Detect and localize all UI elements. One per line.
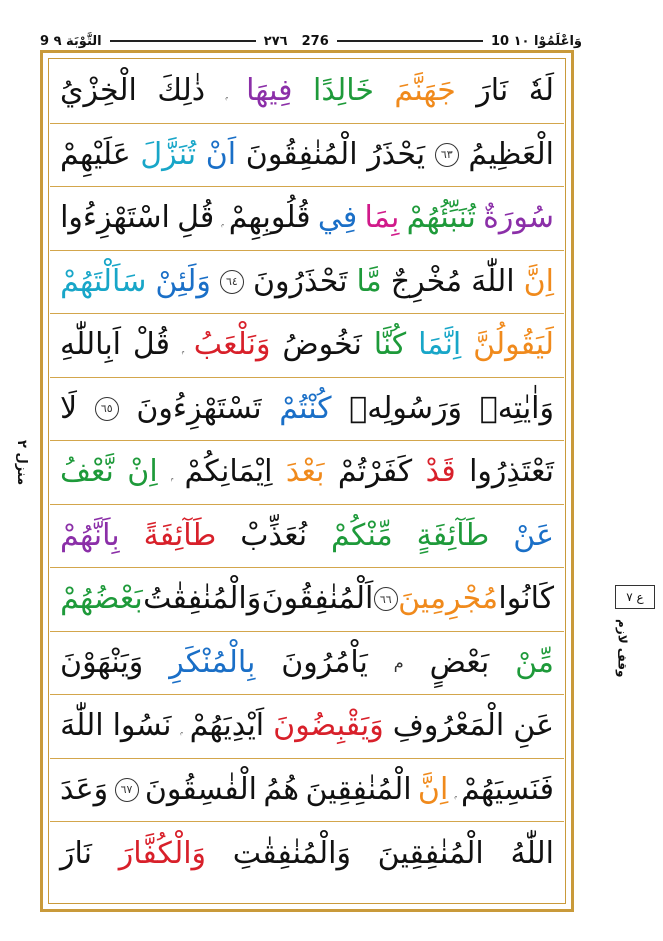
word: كَانُوا bbox=[498, 581, 554, 617]
word: نُعَذِّبْ bbox=[240, 517, 308, 553]
word: الْمُنٰفِقُونَ bbox=[245, 136, 358, 172]
word: بَعْضُهُمْ bbox=[60, 581, 143, 617]
word: وَالْكُفَّارَ bbox=[118, 835, 207, 871]
word: الْمَعْرُوفِ bbox=[392, 708, 505, 744]
word: يَاْمُرُونَ bbox=[281, 644, 368, 680]
header-juz-name: 10 وَاعْلَمُوْا ١٠ bbox=[490, 33, 583, 49]
word: بَعْضٍ bbox=[429, 644, 490, 680]
word: هُمُ bbox=[263, 771, 300, 807]
text-line bbox=[50, 378, 564, 442]
word: عَنْ bbox=[513, 517, 554, 553]
word: تُنَزَّلَ bbox=[140, 136, 197, 172]
ayah-number-marker: ٦٥ bbox=[95, 397, 119, 421]
word: بَعْدَ bbox=[285, 454, 325, 490]
text-line bbox=[50, 695, 564, 759]
ayah-number-marker: ٦٦ bbox=[374, 587, 398, 611]
word: نَارَ bbox=[60, 835, 92, 871]
header-rule-left bbox=[110, 40, 256, 42]
word: بِمَا bbox=[364, 200, 400, 236]
manzil-marker: منزل ٢ bbox=[14, 440, 29, 486]
waqf-sign: م bbox=[393, 652, 404, 672]
text-line bbox=[50, 251, 564, 315]
word: الْفٰسِقُونَ bbox=[144, 771, 257, 807]
waqf-lazim-note: وقف لازم bbox=[615, 619, 630, 678]
word: كُنْتُمْ bbox=[279, 390, 332, 426]
word: سَاَلْتَهُمْ bbox=[60, 263, 147, 299]
word: جَهَنَّمَ bbox=[394, 73, 456, 109]
word: الْمُنٰفِقِينَ bbox=[305, 771, 412, 807]
word: وَالْمُنٰفِقٰتِ bbox=[232, 835, 351, 871]
word: وَنَلْعَبُ bbox=[193, 327, 271, 363]
text-line bbox=[50, 124, 564, 188]
word: كَفَرْتُمْ bbox=[337, 454, 413, 490]
text-line bbox=[50, 505, 564, 569]
word: فِي bbox=[317, 200, 358, 236]
word: نَّعْفُ bbox=[60, 454, 114, 490]
word: وَلَئِنْ bbox=[155, 263, 211, 299]
word: مُجْرِمِينَ bbox=[398, 581, 499, 617]
page-number-arabic: ٢٧٦ bbox=[263, 33, 288, 49]
word: لَيَقُولُنَّ bbox=[473, 327, 554, 363]
word: اِيْمَانِكُمْ bbox=[184, 454, 273, 490]
word: وَعَدَ bbox=[60, 771, 109, 807]
word: وَيَقْبِضُونَ bbox=[273, 708, 384, 744]
word: تَسْتَهْزِءُونَ bbox=[136, 390, 262, 426]
word: سُورَةٌ bbox=[483, 200, 554, 236]
word: اللّٰهَ bbox=[471, 263, 515, 299]
word: وَالْمُنٰفِقٰتُ bbox=[143, 581, 262, 617]
word: وَيَنْهَوْنَ bbox=[60, 644, 144, 680]
word: مِّنْ bbox=[515, 644, 554, 680]
word: بِالْمُنْكَرِ bbox=[169, 644, 256, 680]
word: مَّا bbox=[356, 263, 382, 299]
word: نَسُوا bbox=[112, 708, 172, 744]
word: طَآئِفَةٍ bbox=[416, 517, 490, 553]
word: اَبِاللّٰهِ bbox=[60, 327, 121, 363]
word: قُلِ bbox=[177, 200, 215, 236]
header-page-numbers bbox=[264, 34, 329, 49]
text-line bbox=[50, 568, 564, 632]
word: تَحْذَرُونَ bbox=[252, 263, 348, 299]
word: وَرَسُولِهٖ bbox=[349, 390, 463, 426]
word: اِنَّ bbox=[417, 771, 449, 807]
header-surah-name: 9 التَّوْبَة ٩ bbox=[40, 33, 102, 49]
word: عَنِ bbox=[513, 708, 554, 744]
word: بِاَنَّهُمْ bbox=[60, 517, 120, 553]
word: يَحْذَرُ bbox=[367, 136, 426, 172]
word: تُنَبِّئُهُمْ bbox=[406, 200, 476, 236]
ruku-marker bbox=[615, 585, 655, 678]
word: كُنَّا bbox=[373, 327, 407, 363]
ayah-number-marker: ٦٤ bbox=[220, 270, 244, 294]
text-lines bbox=[50, 60, 564, 886]
text-line bbox=[50, 441, 564, 505]
word: تَعْتَذِرُوا bbox=[469, 454, 554, 490]
word: اِنَّ bbox=[523, 263, 554, 299]
word: الْخِزْيُ bbox=[60, 73, 137, 109]
word: لَهٗ bbox=[528, 73, 554, 109]
word: طَآئِفَةً bbox=[143, 517, 217, 553]
word: اَيْدِيَهُمْ bbox=[189, 708, 265, 744]
word: فِيهَا bbox=[246, 73, 293, 109]
header-rule-right bbox=[337, 40, 483, 42]
word: اَنْ bbox=[205, 136, 237, 172]
word: مِّنْكُمْ bbox=[331, 517, 393, 553]
word: خَالِدًا bbox=[313, 73, 374, 109]
ruku-box: ع ٧ bbox=[615, 585, 655, 609]
word: نَارَ bbox=[476, 73, 509, 109]
word: قُلُوبِهِمْ bbox=[228, 200, 311, 236]
text-line bbox=[50, 759, 564, 823]
word: اللّٰهَ bbox=[60, 708, 104, 744]
word: اِنَّمَا bbox=[418, 327, 462, 363]
ayah-number-marker: ٦٣ bbox=[435, 143, 459, 167]
word: اَلْمُنٰفِقُونَ bbox=[261, 581, 374, 617]
word: عَلَيْهِمْ bbox=[60, 136, 131, 172]
word: الْعَظِيمُ bbox=[468, 136, 554, 172]
text-line bbox=[50, 822, 564, 886]
page-header bbox=[40, 32, 582, 50]
word: مُخْرِجٌ bbox=[390, 263, 463, 299]
word: ذٰلِكَ bbox=[157, 73, 206, 109]
word: نَخُوضُ bbox=[282, 327, 362, 363]
text-line bbox=[50, 314, 564, 378]
ayah-number-marker: ٦٧ bbox=[115, 778, 139, 802]
text-line bbox=[50, 60, 564, 124]
word: الْمُنٰفِقِينَ bbox=[377, 835, 484, 871]
text-line bbox=[50, 632, 564, 696]
page-number: 276 bbox=[301, 33, 329, 49]
word: قَدْ bbox=[425, 454, 456, 490]
text-line bbox=[50, 187, 564, 251]
word: وَاٰيٰتِهٖ bbox=[479, 390, 554, 426]
word: لَا bbox=[60, 390, 78, 426]
word: اللّٰهُ bbox=[510, 835, 554, 871]
word: اسْتَهْزِءُوا bbox=[60, 200, 170, 236]
word: فَنَسِيَهُمْ bbox=[460, 771, 554, 807]
word: اِنْ bbox=[127, 454, 158, 490]
word: قُلْ bbox=[132, 327, 170, 363]
